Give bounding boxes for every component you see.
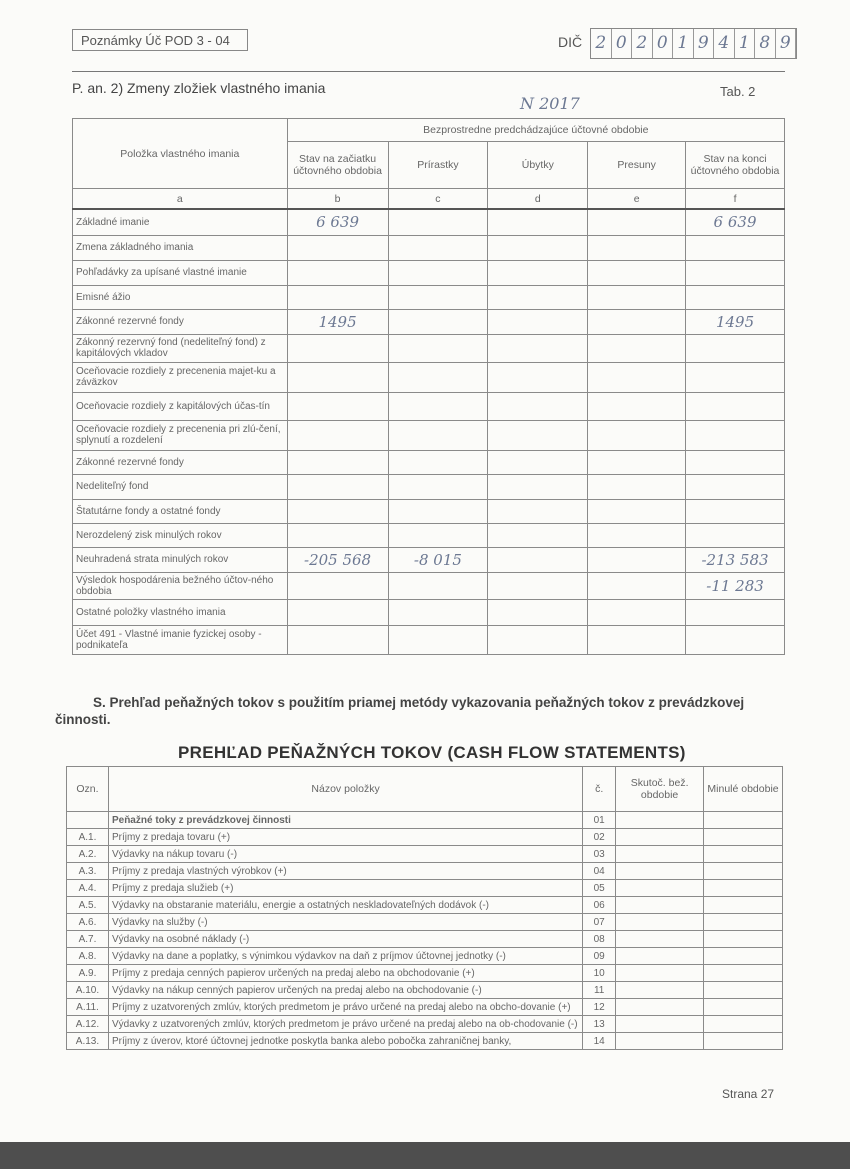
value-cell-f [686, 334, 785, 362]
dic-digit: 1 [735, 29, 756, 58]
row-number: 01 [583, 812, 616, 829]
value-cell-b [287, 235, 388, 260]
row-code: A.2. [67, 846, 109, 863]
column-letter: a [73, 189, 288, 210]
table-row [73, 260, 785, 285]
previous-period-cell [704, 812, 783, 829]
value-cell-f [686, 285, 785, 309]
table-row [73, 420, 785, 450]
row-code: A.8. [67, 948, 109, 965]
column-letter: b [287, 189, 388, 210]
value-cell-f [686, 392, 785, 420]
value-cell-e [588, 392, 686, 420]
column-header: č. [583, 767, 616, 812]
value-cell-e [588, 474, 686, 499]
row-code: A.6. [67, 914, 109, 931]
row-name: Príjmy z predaja cenných papierov určených na predaj alebo na obchodovanie (+) [108, 965, 582, 982]
previous-period-cell [704, 914, 783, 931]
value-cell-e [588, 260, 686, 285]
value-cell-c [388, 474, 488, 499]
table-row [73, 334, 785, 362]
value-cell-c [388, 209, 488, 235]
row-label: Účet 491 - Vlastné imanie fyzickej osoby - podnikateľa [73, 625, 288, 654]
value-cell-e [588, 523, 686, 547]
equity-changes-table [72, 118, 785, 655]
value-cell-d [488, 474, 588, 499]
row-code: A.11. [67, 999, 109, 1016]
row-label: Základné imanie [73, 209, 288, 235]
previous-period-cell [704, 829, 783, 846]
value-cell-c [388, 599, 488, 625]
value-cell-c [388, 499, 488, 523]
previous-period-cell [704, 931, 783, 948]
value-cell-e [588, 625, 686, 654]
value-cell-b [287, 474, 388, 499]
value-cell-e [588, 599, 686, 625]
value-cell-f [686, 625, 785, 654]
value-cell-b [287, 260, 388, 285]
row-label: Štatutárne fondy a ostatné fondy [73, 499, 288, 523]
table-row [67, 948, 783, 965]
row-label: Neuhradená strata minulých rokov [73, 547, 288, 572]
value-cell-d [488, 235, 588, 260]
previous-period-cell [704, 999, 783, 1016]
table-row [67, 812, 783, 829]
column-letter: d [488, 189, 588, 210]
value-cell-f: -213 583 [686, 547, 785, 572]
row-label: Zákonné rezervné fondy [73, 309, 288, 334]
previous-period-cell [704, 897, 783, 914]
value-cell-c [388, 334, 488, 362]
current-period-cell [616, 829, 704, 846]
row-code: A.5. [67, 897, 109, 914]
dic-label: DIČ [558, 34, 583, 50]
row-code: A.3. [67, 863, 109, 880]
table-row [73, 547, 785, 572]
value-cell-d [488, 523, 588, 547]
row-number: 14 [583, 1033, 616, 1050]
value-cell-f [686, 420, 785, 450]
previous-period-cell [704, 846, 783, 863]
row-number: 08 [583, 931, 616, 948]
row-number: 06 [583, 897, 616, 914]
value-cell-f [686, 474, 785, 499]
dic-field [590, 28, 797, 59]
current-period-cell [616, 1033, 704, 1050]
table-row [67, 829, 783, 846]
previous-period-cell [704, 1016, 783, 1033]
value-cell-b: 1495 [287, 309, 388, 334]
table-row [67, 897, 783, 914]
row-label: Zmena základného imania [73, 235, 288, 260]
row-label: Zákonné rezervné fondy [73, 450, 288, 474]
row-label: Oceňovacie rozdiely z precenenia pri zlú-čení, splynutí a rozdelení [73, 420, 288, 450]
table-row [73, 309, 785, 334]
table-row [73, 625, 785, 654]
row-name: Príjmy z uzatvorených zmlúv, ktorých predmetom je právo určené na predaj alebo na obcho-dovanie (+) [108, 999, 582, 1016]
row-name: Výdavky na nákup tovaru (-) [108, 846, 582, 863]
value-cell-d [488, 499, 588, 523]
table-row [67, 965, 783, 982]
row-number: 03 [583, 846, 616, 863]
row-number: 05 [583, 880, 616, 897]
row-name: Príjmy z predaja tovaru (+) [108, 829, 582, 846]
table-row [67, 880, 783, 897]
page-number: Strana 27 [722, 1087, 775, 1101]
row-name: Výdavky na osobné náklady (-) [108, 931, 582, 948]
table-row [73, 235, 785, 260]
previous-period-cell [704, 863, 783, 880]
current-period-cell [616, 948, 704, 965]
row-label: Oceňovacie rozdiely z precenenia majet-ku a záväzkov [73, 362, 288, 392]
value-cell-f [686, 362, 785, 392]
value-cell-e [588, 362, 686, 392]
row-number: 02 [583, 829, 616, 846]
current-period-cell [616, 931, 704, 948]
current-period-cell [616, 965, 704, 982]
value-cell-e [588, 209, 686, 235]
value-cell-d [488, 209, 588, 235]
value-cell-f: -11 283 [686, 572, 785, 599]
current-period-cell [616, 897, 704, 914]
handwritten-year-note: N 2017 [520, 94, 580, 113]
column-header: Názov položky [108, 767, 582, 812]
value-cell-e [588, 499, 686, 523]
value-cell-d [488, 392, 588, 420]
value-cell-e [588, 420, 686, 450]
value-cell-f: 6 639 [686, 209, 785, 235]
value-cell-f [686, 523, 785, 547]
value-cell-c [388, 260, 488, 285]
row-code [67, 812, 109, 829]
table-row [73, 599, 785, 625]
current-period-cell [616, 812, 704, 829]
current-period-cell [616, 1016, 704, 1033]
previous-period-cell [704, 1033, 783, 1050]
row-code: A.7. [67, 931, 109, 948]
value-cell-c [388, 625, 488, 654]
value-cell-d [488, 599, 588, 625]
value-cell-e [588, 572, 686, 599]
row-label: Výsledok hospodárenia bežného účtov-ného obdobia [73, 572, 288, 599]
value-cell-e [588, 450, 686, 474]
row-label: Nedeliteľný fond [73, 474, 288, 499]
value-cell-b [287, 572, 388, 599]
value-cell-b [287, 392, 388, 420]
row-name: Príjmy z úverov, ktoré účtovnej jednotke poskytla banka alebo pobočka zahraničnej banky, [108, 1033, 582, 1050]
row-label: Nerozdelený zisk minulých rokov [73, 523, 288, 547]
row-number: 12 [583, 999, 616, 1016]
table-row [73, 362, 785, 392]
column-header: Stav na začiatku účtovného obdobia [287, 142, 388, 189]
value-cell-b [287, 420, 388, 450]
table-row [73, 285, 785, 309]
value-cell-d [488, 285, 588, 309]
row-label: Emisné ážio [73, 285, 288, 309]
value-cell-d [488, 309, 588, 334]
table-row [67, 999, 783, 1016]
row-code: A.4. [67, 880, 109, 897]
row-label: Pohľadávky za upísané vlastné imanie [73, 260, 288, 285]
value-cell-f [686, 499, 785, 523]
cash-flow-title: PREHĽAD PEŇAŽNÝCH TOKOV (CASH FLOW STATEMENTS) [178, 743, 686, 762]
table-row [67, 982, 783, 999]
value-cell-e [588, 309, 686, 334]
value-cell-c [388, 235, 488, 260]
current-period-cell [616, 982, 704, 999]
row-code: A.10. [67, 982, 109, 999]
row-number: 04 [583, 863, 616, 880]
value-cell-c [388, 392, 488, 420]
value-cell-e [588, 285, 686, 309]
row-number: 11 [583, 982, 616, 999]
value-cell-b [287, 625, 388, 654]
table-row [67, 931, 783, 948]
row-name: Výdavky na obstaranie materiálu, energie a ostatných neskladovateľných dodávok (-) [108, 897, 582, 914]
row-label: Zákonný rezervný fond (nedeliteľný fond) z kapitálových vkladov [73, 334, 288, 362]
current-period-cell [616, 999, 704, 1016]
value-cell-b [287, 599, 388, 625]
value-cell-b [287, 334, 388, 362]
row-name: Príjmy z predaja vlastných výrobkov (+) [108, 863, 582, 880]
table-row [73, 499, 785, 523]
previous-period-cell [704, 880, 783, 897]
value-cell-d [488, 547, 588, 572]
form-code-box: Poznámky Úč POD 3 - 04 [72, 29, 248, 51]
table-row [73, 209, 785, 235]
row-number: 07 [583, 914, 616, 931]
column-header: Skutoč. bež. obdobie [616, 767, 704, 812]
table-label: Tab. 2 [720, 84, 756, 99]
column-letter: c [388, 189, 488, 210]
dic-digit: 4 [714, 29, 735, 58]
dic-digit: 2 [632, 29, 653, 58]
column-header: Úbytky [488, 142, 588, 189]
table-row [67, 1016, 783, 1033]
value-cell-b: 6 639 [287, 209, 388, 235]
value-cell-d [488, 450, 588, 474]
column-header: Prírastky [388, 142, 488, 189]
current-period-cell [616, 914, 704, 931]
value-cell-e [588, 235, 686, 260]
value-cell-d [488, 260, 588, 285]
table-row [73, 474, 785, 499]
item-header: Položka vlastného imania [73, 119, 288, 189]
value-cell-c [388, 420, 488, 450]
divider [72, 71, 785, 72]
value-cell-d [488, 362, 588, 392]
value-cell-f [686, 260, 785, 285]
row-name: Príjmy z predaja služieb (+) [108, 880, 582, 897]
table-row [67, 863, 783, 880]
cash-flow-table [66, 766, 783, 1050]
table-row [73, 572, 785, 599]
row-name: Výdavky na dane a poplatky, s výnimkou výdavkov na daň z príjmov účtovnej jednotky (-) [108, 948, 582, 965]
row-name: Výdavky z uzatvorených zmlúv, ktorých predmetom je právo určené na predaj alebo na ob-chodovanie (-) [108, 1016, 582, 1033]
row-name: Peňažné toky z prevádzkovej činnosti [108, 812, 582, 829]
value-cell-d [488, 625, 588, 654]
period-header: Bezprostredne predchádzajúce účtovné obdobie [287, 119, 784, 142]
table-row [67, 1033, 783, 1050]
dic-digit: 9 [694, 29, 715, 58]
column-header: Ozn. [67, 767, 109, 812]
previous-period-cell [704, 965, 783, 982]
table-row [67, 846, 783, 863]
value-cell-c [388, 450, 488, 474]
row-number: 09 [583, 948, 616, 965]
previous-period-cell [704, 948, 783, 965]
current-period-cell [616, 846, 704, 863]
value-cell-f [686, 235, 785, 260]
value-cell-b [287, 499, 388, 523]
table-row [73, 392, 785, 420]
current-period-cell [616, 880, 704, 897]
value-cell-b [287, 523, 388, 547]
row-label: Oceňovacie rozdiely z kapitálových účas-tín [73, 392, 288, 420]
value-cell-d [488, 334, 588, 362]
value-cell-f [686, 599, 785, 625]
scan-edge [0, 1142, 850, 1169]
current-period-cell [616, 863, 704, 880]
value-cell-e [588, 334, 686, 362]
table-row [73, 450, 785, 474]
value-cell-d [488, 572, 588, 599]
row-code: A.13. [67, 1033, 109, 1050]
value-cell-c [388, 523, 488, 547]
dic-digit: 8 [755, 29, 776, 58]
value-cell-c [388, 309, 488, 334]
column-letter: e [588, 189, 686, 210]
value-cell-b [287, 450, 388, 474]
value-cell-e [588, 547, 686, 572]
table-row [67, 914, 783, 931]
row-name: Výdavky na služby (-) [108, 914, 582, 931]
value-cell-c [388, 285, 488, 309]
value-cell-c [388, 572, 488, 599]
column-header: Minulé obdobie [704, 767, 783, 812]
column-header: Stav na konci účtovného obdobia [686, 142, 785, 189]
value-cell-f [686, 450, 785, 474]
dic-digit: 1 [673, 29, 694, 58]
value-cell-b: -205 568 [287, 547, 388, 572]
value-cell-c: -8 015 [388, 547, 488, 572]
value-cell-c [388, 362, 488, 392]
section-s-title: S. Prehľad peňažných tokov s použitím priamej metódy vykazovania peňažných tokov z prevádzkovej činnosti. [55, 695, 745, 727]
previous-period-cell [704, 982, 783, 999]
column-header: Presuny [588, 142, 686, 189]
value-cell-f: 1495 [686, 309, 785, 334]
row-code: A.1. [67, 829, 109, 846]
value-cell-b [287, 362, 388, 392]
row-label: Ostatné položky vlastného imania [73, 599, 288, 625]
value-cell-d [488, 420, 588, 450]
row-code: A.12. [67, 1016, 109, 1033]
dic-digit: 0 [612, 29, 633, 58]
dic-digit: 2 [591, 29, 612, 58]
row-name: Výdavky na nákup cenných papierov určených na predaj alebo na obchodovanie (-) [108, 982, 582, 999]
row-number: 10 [583, 965, 616, 982]
row-code: A.9. [67, 965, 109, 982]
table-row [73, 523, 785, 547]
value-cell-b [287, 285, 388, 309]
column-letter: f [686, 189, 785, 210]
section-title: P. an. 2) Zmeny zložiek vlastného imania [72, 80, 326, 96]
row-number: 13 [583, 1016, 616, 1033]
dic-digit: 9 [776, 29, 797, 58]
dic-digit: 0 [653, 29, 674, 58]
